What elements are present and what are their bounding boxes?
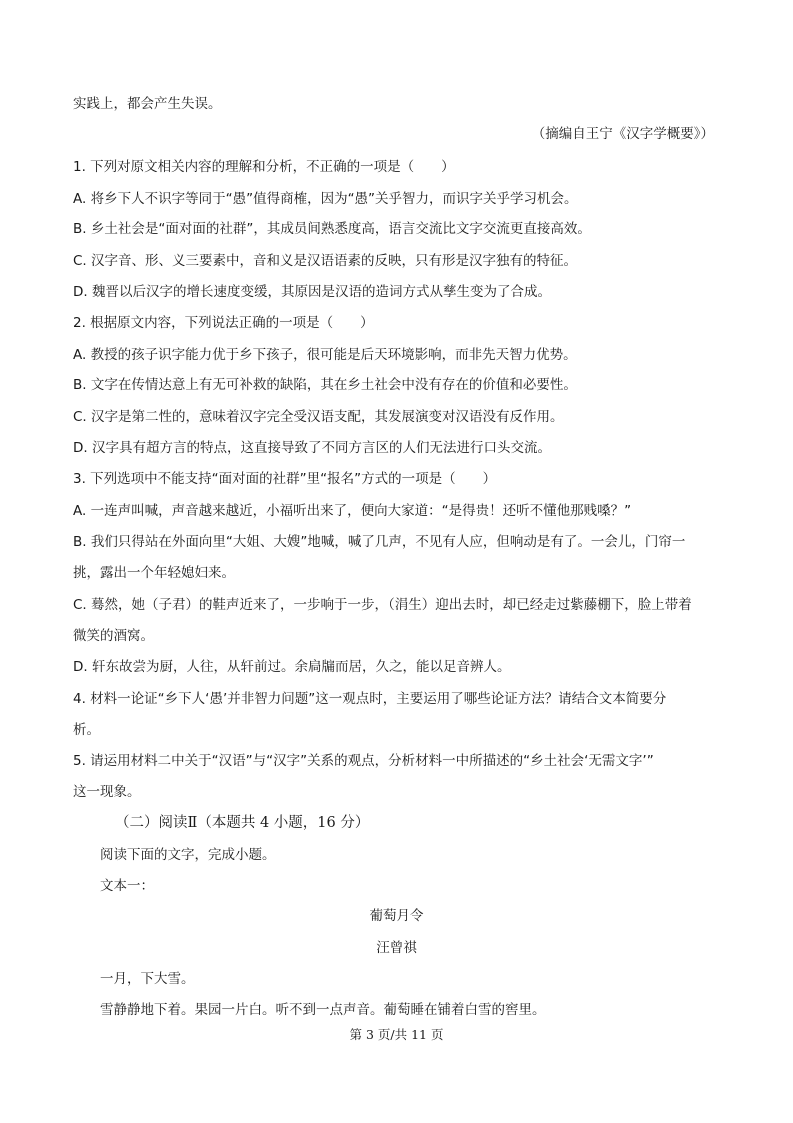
section-heading: （二）阅读Ⅱ（本题共 4 小题，16 分） (115, 815, 370, 831)
q3-option-b-line2: 挑，露出一个年轻媳妇来。 (73, 565, 235, 581)
q4-line1: 4. 材料一论证“乡下人‘愚’并非智力问题”这一观点时，主要运用了哪些论证方法？请结合文本简要分 (73, 691, 667, 707)
body-paragraph-1: 一月，下大雪。 (100, 971, 195, 987)
q2-option-c: C. 汉字是第二性的，意味着汉字完全受汉语支配，其发展演变对汉语没有反作用。 (73, 409, 564, 425)
q4-line2: 析。 (73, 722, 100, 738)
q3-option-b-line1: B. 我们只得站在外面向里“大姐、大嫂”地喊，喊了几声，不见有人应，但响动是有了。一会儿，门帘一 (73, 534, 686, 550)
q2-option-d: D. 汉字具有超方言的特点，这直接导致了不同方言区的人们无法进行口头交流。 (73, 440, 551, 456)
poem-title: 葡萄月令 (369, 908, 424, 924)
q3-option-c-line2: 微笑的酒窝。 (73, 628, 154, 644)
q1-option-b: B. 乡土社会是“面对面的社群”，其成员间熟悉度高，语言交流比文字交流更直接高效。 (73, 221, 591, 237)
line-top: 实践上，都会产生失误。 (73, 96, 222, 112)
text-label: 文本一： (100, 878, 154, 894)
reading-instruction: 阅读下面的文字，完成小题。 (100, 847, 276, 863)
q3-stem: 3. 下列选项中不能支持“面对面的社群”里“报名”方式的一项是（ ） (73, 471, 497, 487)
q2-option-a: A. 教授的孩子识字能力优于乡下孩子，很可能是后天环境影响，而非先天智力优势。 (73, 347, 577, 363)
body-paragraph-2: 雪静静地下着。果园一片白。听不到一点声音。葡萄睡在铺着白雪的窖里。 (100, 1002, 546, 1018)
q2-option-b: B. 文字在传情达意上有无可补救的缺陷，其在乡土社会中没有存在的价值和必要性。 (73, 377, 577, 393)
q2-stem: 2. 根据原文内容，下列说法正确的一项是（ ） (73, 315, 374, 331)
q5-line2: 这一现象。 (73, 784, 141, 800)
q3-option-c-line1: C. 蓦然，她（子君）的鞋声近来了，一步响于一步，（涓生）迎出去时，却已经走过紫藤棚下，脸上带着 (73, 597, 692, 613)
q3-option-d: D. 轩东故尝为厨，人往，从轩前过。余扃牖而居，久之，能以足音辨人。 (73, 659, 511, 675)
q5-line1: 5. 请运用材料二中关于“汉语”与“汉字”关系的观点，分析材料一中所描述的“乡土社会‘无需文字’” (73, 753, 654, 769)
q1-option-c: C. 汉字音、形、义三要素中，音和义是汉语语素的反映，只有形是汉字独有的特征。 (73, 253, 578, 269)
q1-stem: 1. 下列对原文相关内容的理解和分析，不正确的一项是（ ） (73, 159, 455, 175)
source-citation: （摘编自王宁《汉字学概要》） (531, 126, 714, 142)
q3-option-a: A. 一连声叫喊，声音越来越近，小福听出来了，便向大家道：“是得贵！还听不懂他那贱嗓？” (73, 503, 632, 519)
q1-option-d: D. 魏晋以后汉字的增长速度变缓，其原因是汉语的造词方式从孳生变为了合成。 (73, 284, 551, 300)
author: 汪曾祺 (376, 940, 417, 956)
q1-option-a: A. 将乡下人不识字等同于“愚”值得商榷，因为“愚”关乎智力，而识字关乎学习机会。 (73, 191, 578, 207)
page-footer: 第 3 页/共 11 页 (349, 1027, 444, 1042)
